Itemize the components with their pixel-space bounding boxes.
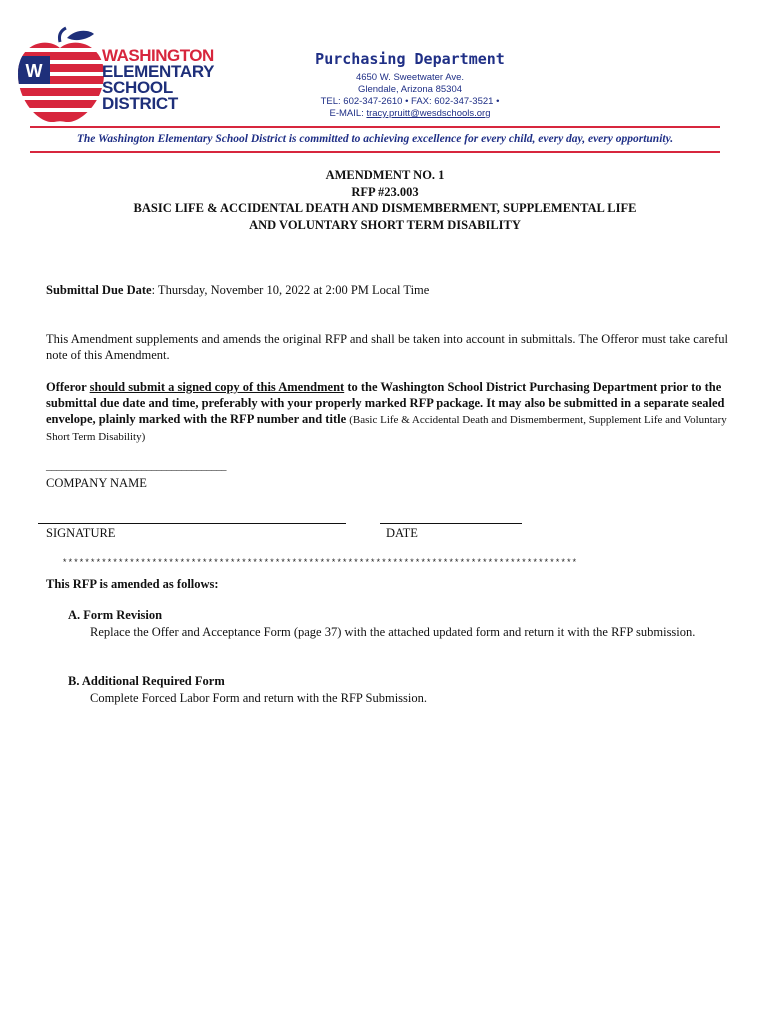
item-heading: B. Additional Required Form: [68, 674, 225, 688]
phone-fax: TEL: 602-347-2610 • FAX: 602-347-3521 •: [320, 96, 500, 107]
email-line: [300, 108, 520, 120]
item-text: Replace the Offer and Acceptance Form (page 37) with the attached updated form and return it with the RFP submission.: [90, 624, 696, 639]
email-link[interactable]: tracy.pruitt@wesdschools.org: [366, 108, 491, 119]
department-header: [300, 50, 520, 68]
logo-line-3: SCHOOL: [102, 78, 173, 97]
header-rule-top: [30, 126, 720, 128]
logo-badge: W: [25, 61, 43, 81]
signature-line: [38, 523, 346, 524]
asterisk-separator: ********************************************************************************************: [62, 558, 578, 568]
mission-statement: The Washington Elementary School District is committed to achieving excellence for every child, every day, every opportunity.: [76, 133, 674, 145]
logo-line-1: WASHINGTON: [102, 46, 214, 65]
address-line-1: 4650 W. Sweetwater Ave.: [355, 72, 465, 83]
date-label: DATE: [386, 526, 418, 540]
signature-label: SIGNATURE: [46, 526, 116, 540]
instructions-underlined: should submit a signed copy of this Amendment: [89, 380, 345, 394]
amended-heading: This RFP is amended as follows:: [46, 577, 219, 591]
district-logo: [10, 26, 220, 126]
address-line-2: Glendale, Arizona 85304: [357, 84, 463, 95]
item-text: Complete Forced Labor Form and return with the RFP Submission.: [90, 690, 428, 705]
amendment-number: AMENDMENT NO. 1: [325, 168, 445, 182]
logo-line-2: ELEMENTARY: [102, 62, 215, 81]
department-address: [300, 72, 520, 120]
amendment-title-block: [40, 167, 730, 233]
apple-logo-icon: [10, 26, 110, 126]
company-name-label: COMPANY NAME: [46, 476, 147, 490]
instructions-parenthetical: (Basic Life & Accidental Death and Dismemberment, Supplement Life and Voluntary Short Term Disability): [46, 414, 727, 443]
amendment-item: [68, 607, 718, 640]
logo-wordmark: [102, 48, 214, 112]
company-name-line: ____________________________________: [46, 460, 226, 472]
instructions-part-1: Offeror: [46, 380, 90, 394]
date-line: [380, 523, 522, 524]
due-date-value: : Thursday, November 10, 2022 at 2:00 PM Local Time: [151, 283, 430, 297]
due-date-label: Submittal Due Date: [46, 283, 152, 297]
amendment-item: [68, 673, 718, 706]
email-label: E-MAIL:: [329, 108, 367, 119]
department-title: Purchasing Department: [315, 50, 505, 68]
rfp-title-line-2: AND VOLUNTARY SHORT TERM DISABILITY: [249, 217, 521, 232]
submission-instructions: [46, 379, 728, 445]
rfp-title-line-1: BASIC LIFE & ACCIDENTAL DEATH AND DISMEMBERMENT, SUPPLEMENTAL LIFE: [133, 201, 637, 215]
logo-line-4: DISTRICT: [102, 94, 178, 113]
instructions-part-2: to the Washington School District Purchasing Department prior to the submittal due date and time, preferably with your properly marked RFP package. It may also be submitted in a separate sealed envelope, plainly marked with the RFP number and title: [46, 380, 725, 426]
rfp-number: RFP #23.003: [351, 184, 419, 199]
amendment-intro-paragraph: This Amendment supplements and amends the original RFP and shall be taken into account in submittals. The Offeror must take careful note of this Amendment.: [46, 332, 728, 362]
header-rule-bottom: [30, 151, 720, 153]
item-heading: A. Form Revision: [68, 608, 163, 622]
submittal-due-date: [46, 282, 728, 298]
